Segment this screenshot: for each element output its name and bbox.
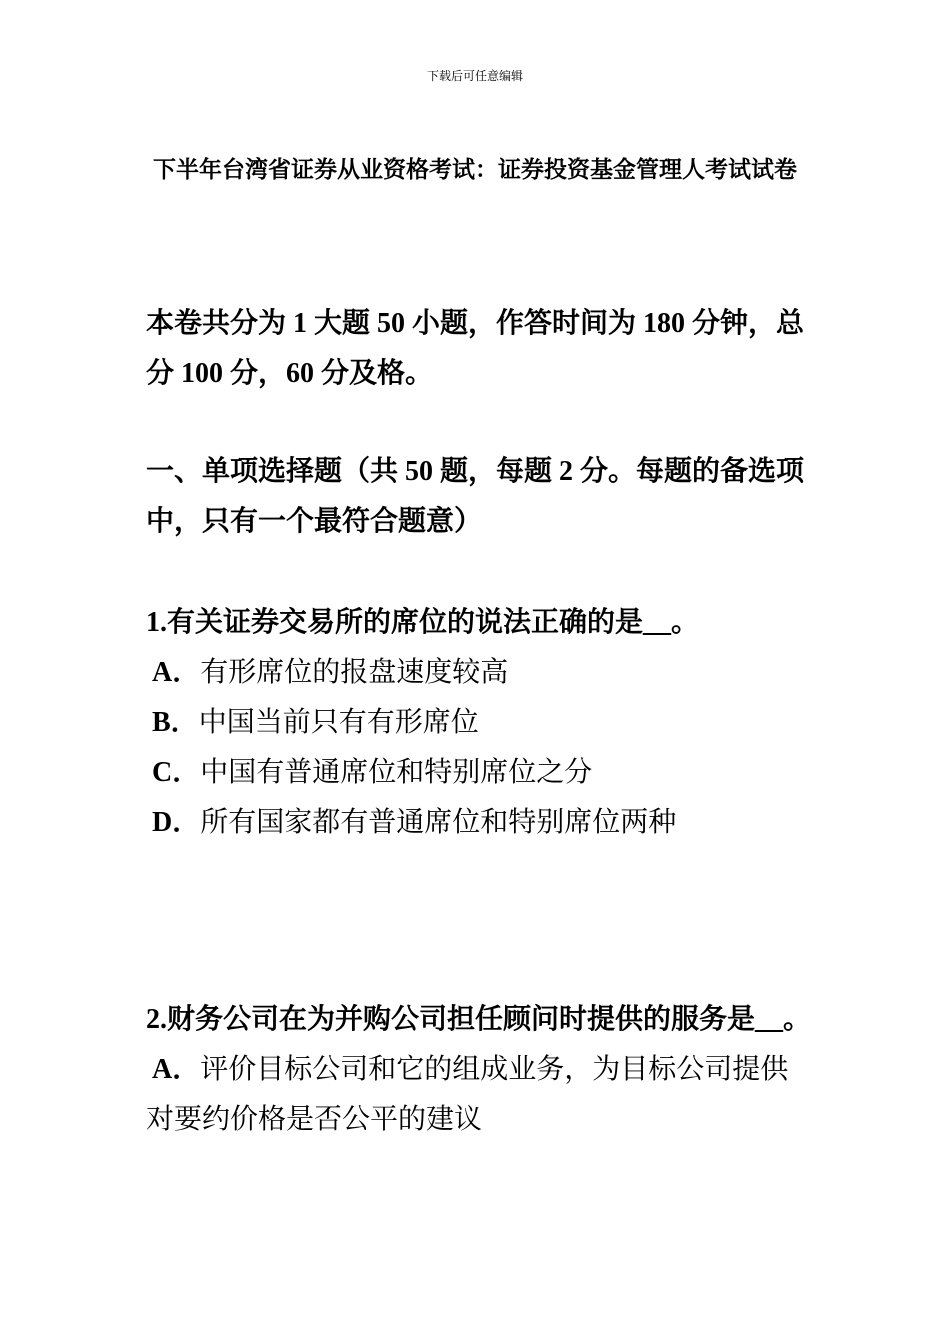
answer-option-c <box>146 748 811 798</box>
section-heading: 一、单项选择题（共 50 题，每题 2 分。每题的备选项中，只有一个最符合题意） <box>146 456 805 537</box>
question-stem: 2.财务公司在为并购公司担任顾问时提供的服务是__。 <box>146 1004 812 1035</box>
question-1 <box>146 598 811 848</box>
option-text: 评价目标公司和它的组成业务，为目标公司提供对要约价格是否公平的建议 <box>146 1054 789 1135</box>
answer-option-a <box>146 1045 811 1145</box>
option-letter: D． <box>152 807 201 838</box>
option-text: 所有国家都有普通席位和特别席位两种 <box>200 807 677 838</box>
option-letter: A． <box>152 657 201 688</box>
answer-option-b <box>146 698 811 748</box>
option-text: 中国当前只有有形席位 <box>198 707 479 738</box>
question-stem: 1.有关证券交易所的席位的说法正确的是__。 <box>146 607 700 638</box>
header-note: 下载后可任意编辑 <box>426 69 523 83</box>
answer-option-a <box>146 648 811 698</box>
option-text: 中国有普通席位和特别席位之分 <box>200 757 593 788</box>
option-letter: A． <box>152 1054 201 1085</box>
option-text: 有形席位的报盘速度较高 <box>200 657 509 688</box>
exam-intro: 本卷共分为 1 大题 50 小题，作答时间为 180 分钟，总分 100 分，60 分及格。 <box>146 308 805 389</box>
question-2 <box>146 995 811 1145</box>
option-letter: C． <box>152 757 201 788</box>
option-letter: B． <box>152 707 199 738</box>
document-title: 下半年台湾省证券从业资格考试：证券投资基金管理人考试试卷 <box>153 157 797 182</box>
answer-option-d <box>146 798 811 848</box>
